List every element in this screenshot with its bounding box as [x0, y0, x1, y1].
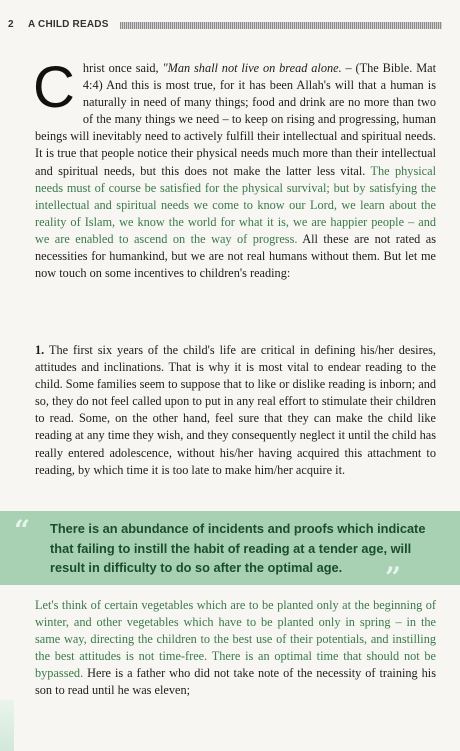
- intro-end: All these are not rated as necessities for humankind, but we are not real humans without them. But let me now touch on some incentives to children's reading:: [35, 231, 436, 281]
- open-quote-icon: “: [14, 514, 31, 547]
- point-text: The first six years of the child's life are critical in defining his/her desires, attitudes and inclinations. That is why it is most vital to endear reading to the child. Some families seem to suppose that to like or dislike reading is inborn; and so, they do not feel called upon to put in any real effort to stimulate their children to read. Some, on the other hand, feel sure that they can make the child like reading at any time they wish, and they consequently neglect it until the child has really entered adolescence, without his/her having acquired this attachment to reading, by which time it is too late to make him/her acquire it.: [35, 343, 436, 477]
- bible-quote: "Man shall not live on bread alone.: [162, 61, 342, 75]
- intro-start: hrist once said,: [82, 61, 163, 75]
- pull-quote-text: There is an abundance of incidents and proofs which indicate that failing to instill the habit of reading at a tender age, will result in difficulty to do so after the optimal age.: [50, 521, 426, 575]
- drop-cap: C: [33, 55, 75, 120]
- margin-decoration: [0, 700, 14, 751]
- point-number: 1.: [35, 343, 45, 357]
- pull-quote-box: [0, 511, 460, 594]
- running-head: A CHILD READS: [28, 19, 109, 30]
- highlighted-text: The physical needs must of course be satisfied for the physical survival; but by satisfying the intellectual and spiritual needs we come to know our Lord, we learn about the reality of Islam, we know the world for what it is, we are happier people – and we are enabled to ascend on the way of progress.: [35, 163, 436, 246]
- intro-text: – (The Bible. Mat 4:4) And this is most true, for it has been Allah's will that a human is naturally in need of many things; food and drink are no more than two of the many things we need – to keep on rising and progressing, human beings will inevitably need to actively fulfill their intellectual and spiritual needs. It is true that people notice their physical needs much more than their intellectual and spiritual needs, but this does not make the latter less vital.: [35, 61, 437, 178]
- close-quote-icon: ”: [385, 561, 402, 594]
- page-number: 2: [8, 19, 14, 30]
- paragraph-vegetables: [35, 597, 436, 700]
- highlighted-text-2: Let's think of certain vegetables which are to be planted only at the beginning of winter, and other vegetables which have to be planted only in spring – in the same way, directing the children to the best use of their potentials, and instilling the best attitudes is not time-free. There is an optimal time that should not be bypassed.: [35, 598, 436, 681]
- paragraph-intro: [33, 55, 437, 282]
- header-rule: [120, 22, 442, 29]
- paragraph-point-1: [35, 342, 436, 479]
- vegetables-end: Here is a father who did not take note of the necessity of training his son to read until he was eleven;: [35, 666, 436, 698]
- page-header: [0, 18, 460, 34]
